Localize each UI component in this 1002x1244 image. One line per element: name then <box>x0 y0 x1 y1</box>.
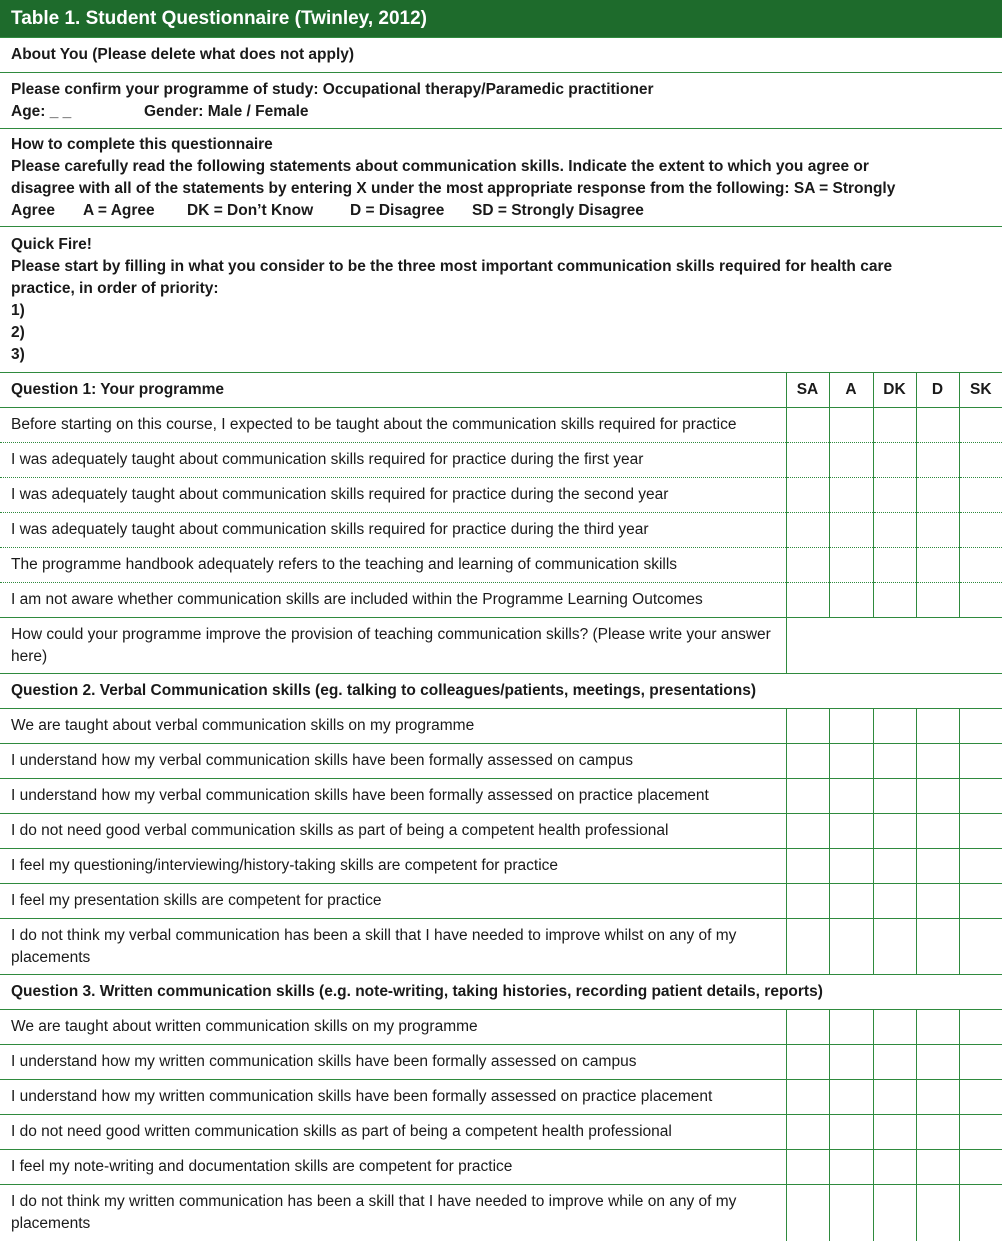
response-cell-a[interactable] <box>829 1115 873 1150</box>
response-cell-d[interactable] <box>916 884 959 919</box>
programme-line[interactable]: Please confirm your programme of study: Occupational therapy/Paramedic practitioner <box>11 80 654 98</box>
instructions-line-1: Please carefully read the following statements about communication skills. Indicate the extent to which you agree or <box>11 157 869 175</box>
response-cell-sa[interactable] <box>786 709 829 744</box>
response-cell-a[interactable] <box>829 744 873 779</box>
statement-row <box>0 548 1002 583</box>
response-cell-sk[interactable] <box>959 583 1002 618</box>
response-cell-sa[interactable] <box>786 744 829 779</box>
q3-statements <box>0 1010 1002 1185</box>
response-cell-sk[interactable] <box>959 478 1002 513</box>
quickfire-block <box>0 227 1002 373</box>
response-cell-sk[interactable] <box>959 1010 1002 1045</box>
header-dk: DK <box>873 373 916 408</box>
response-cell-sa[interactable] <box>786 478 829 513</box>
response-cell-d[interactable] <box>916 583 959 618</box>
response-cell-a[interactable] <box>829 779 873 814</box>
q3-last-statement <box>0 1185 786 1241</box>
response-cell-dk[interactable] <box>873 744 916 779</box>
response-cell-d[interactable] <box>916 408 959 443</box>
about-details <box>0 73 1002 129</box>
scale-agree: Agree <box>11 201 55 219</box>
response-cell-a[interactable] <box>829 1045 873 1080</box>
quickfire-line-1: Please start by filling in what you consider to be the three most important communication skills required for health care <box>11 257 893 275</box>
response-cell-a[interactable] <box>829 1150 873 1185</box>
q1-statements <box>0 408 1002 618</box>
response-cell-a[interactable] <box>829 513 873 548</box>
scale-a: A = Agree <box>83 201 155 219</box>
response-cell-sa[interactable] <box>786 1045 829 1080</box>
quickfire-item-1[interactable]: 1) <box>11 301 25 319</box>
statement-text: I was adequately taught about communication skills required for practice during the third year <box>0 513 786 548</box>
statement-row <box>0 408 1002 443</box>
response-cell-dk[interactable] <box>873 884 916 919</box>
q3-last-line-1: I do not think my written communication has been a skill that I have needed to improve while on any of my <box>11 1192 737 1210</box>
response-cell-dk[interactable] <box>873 513 916 548</box>
response-cell-sk[interactable] <box>959 849 1002 884</box>
response-cell-dk[interactable] <box>873 1045 916 1080</box>
response-cell-a[interactable] <box>829 1080 873 1115</box>
response-cell-sk[interactable] <box>959 744 1002 779</box>
response-cell-sk[interactable] <box>959 408 1002 443</box>
response-cell-dk[interactable] <box>873 443 916 478</box>
response-cell-sk[interactable] <box>959 709 1002 744</box>
response-cell-dk[interactable] <box>873 583 916 618</box>
statement-text: I was adequately taught about communication skills required for practice during the first year <box>0 443 786 478</box>
response-cell-dk[interactable] <box>873 1080 916 1115</box>
response-cell-d[interactable] <box>916 919 959 975</box>
response-cell-sk[interactable] <box>959 548 1002 583</box>
response-cell-sk[interactable] <box>959 814 1002 849</box>
statement-row <box>0 478 1002 513</box>
statement-row <box>0 583 1002 618</box>
statement-row <box>0 1080 1002 1115</box>
response-cell-dk[interactable] <box>873 709 916 744</box>
response-cell-sa[interactable] <box>786 884 829 919</box>
response-cell-dk[interactable] <box>873 548 916 583</box>
response-cell-sk[interactable] <box>959 443 1002 478</box>
response-cell-dk[interactable] <box>873 1150 916 1185</box>
statement-text: I understand how my verbal communication skills have been formally assessed on campus <box>0 744 786 779</box>
response-cell-a[interactable] <box>829 478 873 513</box>
statement-text: The programme handbook adequately refers to the teaching and learning of communication skills <box>0 548 786 583</box>
statement-text: I was adequately taught about communication skills required for practice during the second year <box>0 478 786 513</box>
statement-text: I feel my presentation skills are competent for practice <box>0 884 786 919</box>
response-cell-dk[interactable] <box>873 478 916 513</box>
statement-text: I feel my questioning/interviewing/history-taking skills are competent for practice <box>0 849 786 884</box>
response-cell-sk[interactable] <box>959 1115 1002 1150</box>
gender-field[interactable]: Gender: Male / Female <box>144 102 309 120</box>
response-cell-a[interactable] <box>829 443 873 478</box>
response-cell-sa[interactable] <box>786 814 829 849</box>
response-cell-a[interactable] <box>829 408 873 443</box>
q1-open-line-2: here) <box>11 647 48 665</box>
instructions-line-2: disagree with all of the statements by entering X under the most appropriate response from the following: SA = Strongly <box>11 179 896 197</box>
response-cell-d[interactable] <box>916 1185 959 1241</box>
response-cell-sa[interactable] <box>786 919 829 975</box>
response-cell-sa[interactable] <box>786 779 829 814</box>
response-cell-a[interactable] <box>829 709 873 744</box>
response-cell-d[interactable] <box>916 478 959 513</box>
header-sk: SK <box>959 373 1002 408</box>
response-cell-a[interactable] <box>829 1010 873 1045</box>
statement-row <box>0 814 1002 849</box>
statement-text: We are taught about verbal communication skills on my programme <box>0 709 786 744</box>
response-cell-sa[interactable] <box>786 849 829 884</box>
q2-statements <box>0 709 1002 919</box>
response-cell-d[interactable] <box>916 1115 959 1150</box>
statement-text: I feel my note-writing and documentation skills are competent for practice <box>0 1150 786 1185</box>
response-cell-a[interactable] <box>829 919 873 975</box>
q3-last-line-2: placements <box>11 1214 91 1232</box>
response-cell-sk[interactable] <box>959 1185 1002 1241</box>
statement-text: I do not need good written communication skills as part of being a competent health professional <box>0 1115 786 1150</box>
scale-sd: SD = Strongly Disagree <box>472 201 644 219</box>
q1-open-question <box>0 618 786 674</box>
response-cell-a[interactable] <box>829 1185 873 1241</box>
scale-d: D = Disagree <box>350 201 445 219</box>
statement-text: I am not aware whether communication skills are included within the Programme Learning Outcomes <box>0 583 786 618</box>
response-cell-sk[interactable] <box>959 884 1002 919</box>
response-cell-sa[interactable] <box>786 443 829 478</box>
response-cell-d[interactable] <box>916 814 959 849</box>
statement-text: I do not need good verbal communication skills as part of being a competent health professional <box>0 814 786 849</box>
response-cell-a[interactable] <box>829 884 873 919</box>
statement-row <box>0 709 1002 744</box>
age-field[interactable]: Age: _ _ <box>11 102 72 120</box>
scale-dk: DK = Don’t Know <box>187 201 314 219</box>
response-cell-dk[interactable] <box>873 919 916 975</box>
response-cell-sa[interactable] <box>786 1150 829 1185</box>
statement-row <box>0 744 1002 779</box>
statement-row <box>0 443 1002 478</box>
statement-row <box>0 1010 1002 1045</box>
response-cell-d[interactable] <box>916 1080 959 1115</box>
response-cell-sk[interactable] <box>959 513 1002 548</box>
response-cell-a[interactable] <box>829 814 873 849</box>
statement-row <box>0 779 1002 814</box>
statement-row <box>0 884 1002 919</box>
quickfire-line-2: practice, in order of priority: <box>11 279 219 297</box>
response-cell-sa[interactable] <box>786 1115 829 1150</box>
header-sa: SA <box>786 373 829 408</box>
instructions-heading: How to complete this questionnaire <box>11 135 273 153</box>
statement-row <box>0 1115 1002 1150</box>
q2-last-statement <box>0 919 786 975</box>
questionnaire-table <box>0 37 1002 1241</box>
header-a: A <box>829 373 873 408</box>
response-cell-dk[interactable] <box>873 814 916 849</box>
response-cell-sa[interactable] <box>786 513 829 548</box>
q1-open-answer-field[interactable] <box>786 618 1002 674</box>
q1-open-line-1: How could your programme improve the provision of teaching communication skills? (Please write your answer <box>11 625 771 643</box>
response-cell-dk[interactable] <box>873 1185 916 1241</box>
q3-heading: Question 3. Written communication skills (e.g. note-writing, taking histories, recording patient details, reports) <box>0 975 1002 1010</box>
response-cell-sa[interactable] <box>786 1080 829 1115</box>
response-cell-d[interactable] <box>916 744 959 779</box>
header-d: D <box>916 373 959 408</box>
statement-text: I understand how my written communication skills have been formally assessed on campus <box>0 1045 786 1080</box>
response-cell-sk[interactable] <box>959 1045 1002 1080</box>
response-cell-sa[interactable] <box>786 408 829 443</box>
response-cell-d[interactable] <box>916 548 959 583</box>
about-heading: About You (Please delete what does not apply) <box>0 38 1002 73</box>
table-title: Table 1. Student Questionnaire (Twinley, 2012) <box>0 0 1002 37</box>
response-cell-sa[interactable] <box>786 1010 829 1045</box>
response-cell-sk[interactable] <box>959 779 1002 814</box>
instructions-scale <box>11 200 996 222</box>
response-cell-d[interactable] <box>916 1010 959 1045</box>
response-cell-sa[interactable] <box>786 1185 829 1241</box>
instructions-block <box>0 129 1002 227</box>
response-cell-sk[interactable] <box>959 1150 1002 1185</box>
q1-heading: Question 1: Your programme <box>0 373 786 408</box>
response-cell-d[interactable] <box>916 1045 959 1080</box>
response-cell-sa[interactable] <box>786 583 829 618</box>
q2-heading: Question 2. Verbal Communication skills (eg. talking to colleagues/patients, meetings, presentations) <box>0 674 1002 709</box>
statement-row <box>0 849 1002 884</box>
response-cell-dk[interactable] <box>873 849 916 884</box>
statement-row <box>0 1150 1002 1185</box>
q2-last-line-2: placements <box>11 948 91 966</box>
response-cell-a[interactable] <box>829 849 873 884</box>
response-cell-dk[interactable] <box>873 1010 916 1045</box>
q2-last-line-1: I do not think my verbal communication has been a skill that I have needed to improve whilst on any of my <box>11 926 737 944</box>
quickfire-heading: Quick Fire! <box>11 235 92 253</box>
response-cell-d[interactable] <box>916 513 959 548</box>
statement-text: I understand how my verbal communication skills have been formally assessed on practice placement <box>0 779 786 814</box>
statement-text: I understand how my written communication skills have been formally assessed on practice placement <box>0 1080 786 1115</box>
response-cell-sa[interactable] <box>786 548 829 583</box>
statement-text: We are taught about written communication skills on my programme <box>0 1010 786 1045</box>
response-cell-sk[interactable] <box>959 919 1002 975</box>
response-cell-a[interactable] <box>829 548 873 583</box>
response-cell-dk[interactable] <box>873 779 916 814</box>
quickfire-item-2[interactable]: 2) <box>11 323 25 341</box>
quickfire-item-3[interactable]: 3) <box>11 345 25 363</box>
response-cell-d[interactable] <box>916 709 959 744</box>
response-cell-d[interactable] <box>916 849 959 884</box>
statement-row <box>0 1045 1002 1080</box>
response-cell-dk[interactable] <box>873 408 916 443</box>
response-cell-d[interactable] <box>916 1150 959 1185</box>
response-cell-a[interactable] <box>829 583 873 618</box>
response-cell-d[interactable] <box>916 779 959 814</box>
response-cell-sk[interactable] <box>959 1080 1002 1115</box>
statement-row <box>0 513 1002 548</box>
response-cell-dk[interactable] <box>873 1115 916 1150</box>
statement-text: Before starting on this course, I expected to be taught about the communication skills required for practice <box>0 408 786 443</box>
response-cell-d[interactable] <box>916 443 959 478</box>
